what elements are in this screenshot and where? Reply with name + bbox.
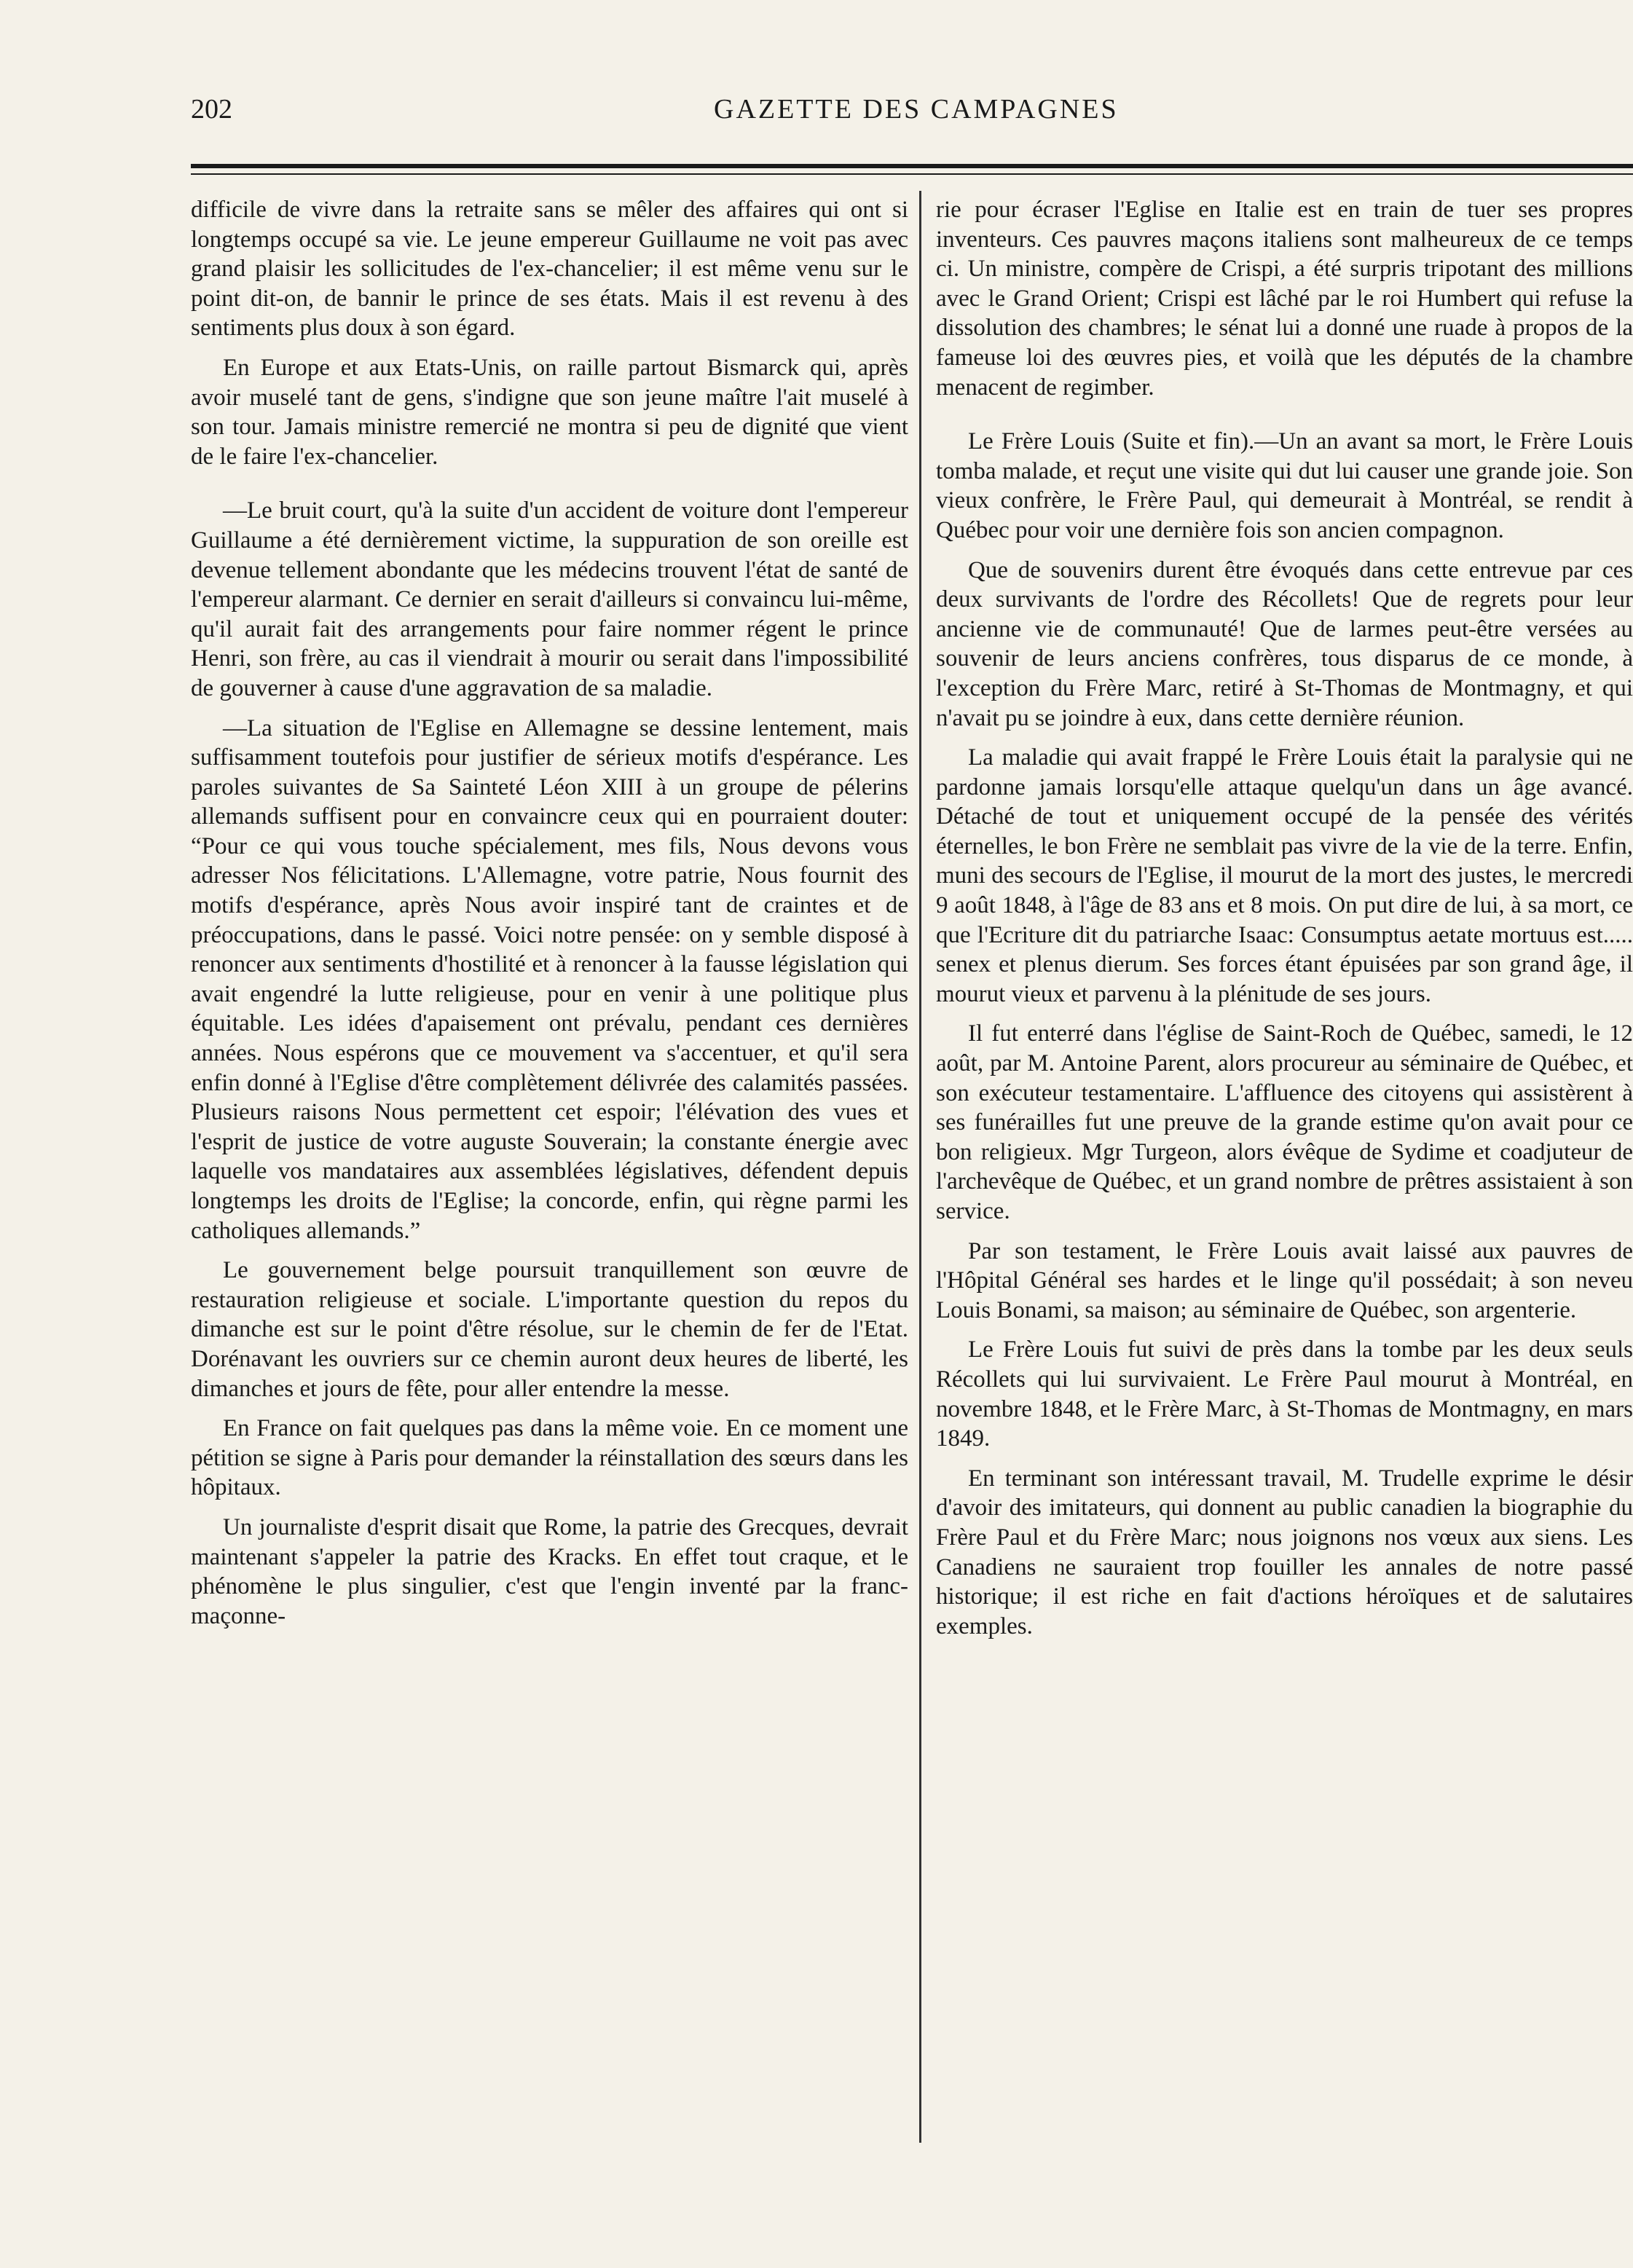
header-rule-thin — [191, 173, 1633, 175]
paragraph: La maladie qui avait frappé le Frère Louis était la paralysie qui ne pardonne jamais lorsqu'elle attaque quelqu'un dans un âge avancé. Détaché de tout et uniquement occupé de la pensée des vérités éternelles, le bon Frère ne semblait pas vivre de la vie de la terre. Enfin, muni des secours de l'Eglise, il mourut de la mort des justes, le mercredi 9 août 1848, à l'âge de 83 ans et 8 mois. On put dire de lui, à sa mort, ce que l'Ecriture dit du patriarche Isaac: Consumptus aetate mortuus est..... senex et plenus dierum. Ses forces étant épuisées par son grand âge, il mourut vieux et parvenu à la plénitude de ses jours. — [936, 744, 1633, 1007]
paragraph: —Le bruit court, qu'à la suite d'un accident de voiture dont l'empereur Guillaume a été dernièrement victime, la suppuration de son oreille est devenue tellement abondante que les médecins trouvent l'état de santé de l'empereur alarmant. Ce dernier en serait d'ailleurs si convaincu lui-même, qu'il aurait fait des arrangements pour faire nommer régent le prince Henri, son frère, au cas il viendrait à mourir ou serait dans l'impossibilité de gouverner à cause d'une aggravation de sa maladie. — [191, 497, 908, 701]
column-divider — [919, 191, 921, 2143]
running-title: GAZETTE DES CAMPAGNES — [714, 94, 1119, 125]
left-column — [191, 195, 908, 1641]
paragraph: —La situation de l'Eglise en Allemagne se dessine lentement, mais suffisamment toutefois pour justifier de sérieux motifs d'espérance. Les paroles suivantes de Sa Sainteté Léon XIII à un groupe de pélerins allemands suffisent pour en convaincre ceux qui en pourraient douter: “Pour ce qui vous touche spécialement, mes fils, Nous devons vous adresser Nos félicitations. L'Allemagne, votre patrie, Nous fournit des motifs d'espérance, après Nous avoir inspiré tant de craintes et de préoccupations, dans le passé. Voici notre pensée: on y semble disposé à renoncer aux sentiments d'hostilité et à renoncer à la fausse législation qui avait engendré la lutte religieuse, pour en venir à une politique plus équitable. Les idées d'apaisement ont prévalu, pendant ces dernières années. Nous espérons que ce mouvement va s'accentuer, et qu'il sera enfin donné à l'Eglise d'être complètement délivrée des calamités passées. Plusieurs raisons Nous permettent cet espoir; l'élévation des vues et l'esprit de justice de votre auguste Souverain; la constante énergie avec laquelle vos mandataires aux assemblées législatives, défendent depuis longtemps les droits de l'Eglise; la concorde, enfin, qui règne parmi les catholiques allemands.” — [191, 714, 908, 1244]
page-header — [191, 93, 1618, 144]
paragraph: Le Frère Louis fut suivi de près dans la tombe par les deux seuls Récollets qui lui survivaient. Le Frère Paul mourut à Montréal, en novembre 1848, et le Frère Marc, à St-Thomas de Montmagny, en mars 1849. — [936, 1336, 1633, 1452]
paragraph: Par son testament, le Frère Louis avait laissé aux pauvres de l'Hôpital Général ses hardes et le linge qu'il possédait; à son neveu Louis Bonami, sa maison; au séminaire de Québec, son argenterie. — [936, 1237, 1633, 1323]
right-column — [936, 195, 1633, 1651]
paragraph: Que de souvenirs durent être évoqués dans cette entrevue par ces deux survivants de l'ordre des Récollets! Que de regrets pour leur ancienne vie de communauté! Que de larmes peut-être versées au souvenir de leurs anciens confrères, tous disparus de ce monde, à l'exception du Frère Marc, retiré à St-Thomas de Montmagny, et qui n'avait pu se joindre à eux, dans cette dernière réunion. — [936, 556, 1633, 731]
paragraph: En Europe et aux Etats-Unis, on raille partout Bismarck qui, après avoir muselé tant de gens, s'indigne que son jeune maître l'ait muselé à son tour. Jamais ministre remercié ne montra si peu de dignité que vient de le faire l'ex-chancelier. — [191, 354, 908, 470]
paragraph: Il fut enterré dans l'église de Saint-Roch de Québec, samedi, le 12 août, par M. Antoine Parent, alors procureur au séminaire de Québec, et son exécuteur testamentaire. L'affluence des citoyens qui assistèrent à ses funérailles fut une preuve de la grande estime qu'on avait pour ce bon religieux. Mgr Turgeon, alors évêque de Sydime et coadjuteur de l'archevêque de Québec, et un grand nombre de prêtres assistaient à son service. — [936, 1020, 1633, 1224]
page-number: 202 — [191, 94, 232, 125]
paragraph: difficile de vivre dans la retraite sans se mêler des affaires qui ont si longtemps occupé sa vie. Le jeune empereur Guillaume ne voit pas avec grand plaisir les sollicitudes de l'ex-chancelier; il est même venu sur le point dit-on, de bannir le prince de ses états. Mais il est revenu à des sentiments plus doux à son égard. — [191, 197, 908, 342]
paragraph: En France on fait quelques pas dans la même voie. En ce moment une pétition se signe à Paris pour demander la réinstallation des sœurs dans les hôpitaux. — [191, 1415, 908, 1501]
header-rule-thick — [191, 164, 1633, 168]
paragraph: Le Frère Louis (Suite et fin).—Un an avant sa mort, le Frère Louis tomba malade, et reçut une visite qui dut lui causer une grande joie. Son vieux confrère, le Frère Paul, qui demeurait à Montréal, se rendit à Québec pour voir une dernière fois son ancien compagnon. — [936, 428, 1633, 543]
paragraph: rie pour écraser l'Eglise en Italie est en train de tuer ses propres inventeurs. Ces pauvres maçons italiens sont malheureux de ce temps ci. Un ministre, compère de Crispi, a été surpris tripotant des millions avec le Grand Orient; Crispi est lâché par le roi Humbert qui refuse la dissolution des chambres; le sénat lui a donné une ruade à propos de la fameuse loi des œuvres pies, et voilà que les députés de la chambre menacent de regimber. — [936, 197, 1633, 401]
paragraph: Le gouvernement belge poursuit tranquillement son œuvre de restauration religieuse et sociale. L'importante question du repos du dimanche est sur le point d'être résolue, sur le chemin de fer de l'Etat. Dorénavant les ouvriers sur ce chemin auront deux heures de liberté, les dimanches et jours de fête, pour aller entendre la messe. — [191, 1257, 908, 1402]
paragraph: En terminant son intéressant travail, M. Trudelle exprime le désir d'avoir des imitateurs, qui donnent au public canadien la biographie du Frère Paul et du Frère Marc; nous joignons nos vœux aux siens. Les Canadiens ne sauraient trop fouiller les annales de notre passé historique; il est riche en fait d'actions héroïques et de salutaires exemples. — [936, 1465, 1633, 1639]
paragraph: Un journaliste d'esprit disait que Rome, la patrie des Grecques, devrait maintenant s'appeler la patrie des Kracks. En effet tout craque, et le phénomène le plus singulier, c'est que l'engin inventé par la franc-maçonne- — [191, 1513, 908, 1629]
